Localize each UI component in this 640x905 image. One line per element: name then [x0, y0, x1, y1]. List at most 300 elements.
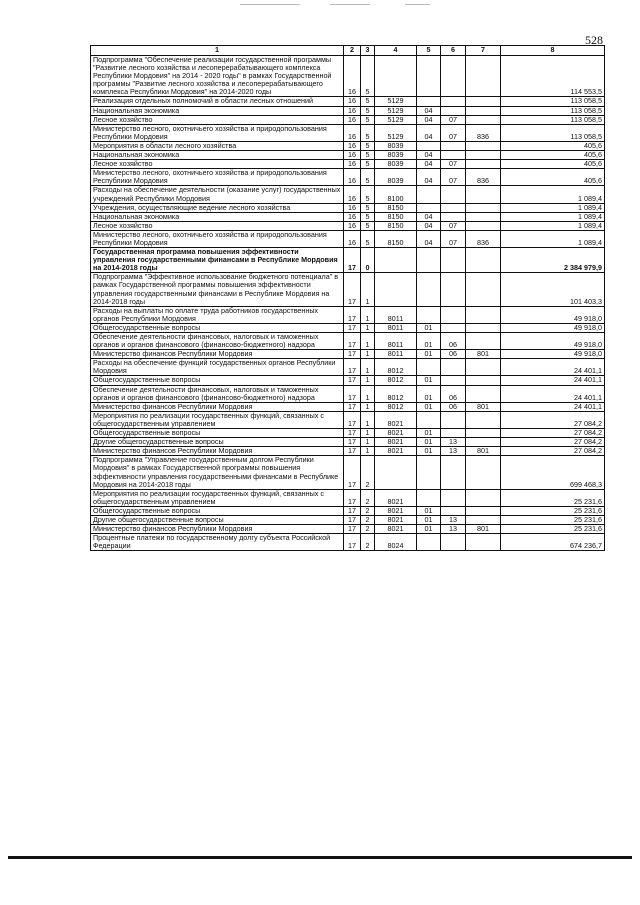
row-target-code: 8021	[375, 515, 417, 524]
row-section-code: 16	[344, 141, 361, 150]
row-subdivision-code	[441, 359, 466, 376]
row-subprogram-code: 1	[361, 376, 375, 385]
row-ministry-code	[466, 429, 501, 438]
row-target-code: 8012	[375, 359, 417, 376]
header-col-4: 4	[375, 46, 417, 56]
row-name: Другие общегосударственные вопросы	[91, 515, 344, 524]
table-row	[91, 359, 605, 376]
row-amount: 49 918,0	[501, 333, 605, 350]
row-amount: 24 401,1	[501, 359, 605, 376]
row-division-code: 04	[417, 151, 441, 160]
row-target-code: 5129	[375, 106, 417, 115]
row-target-code: 5129	[375, 124, 417, 141]
row-subprogram-code: 2	[361, 506, 375, 515]
row-amount: 114 553,5	[501, 56, 605, 97]
row-amount: 25 231,6	[501, 489, 605, 506]
row-name: Подпрограмма "Обеспечение реализации государственной программы "Развитие лесного хозяйства и лесоперерабатывающего комплекса Республики Мордовия" на 2014 - 2020 годы" в рамках Государственной программы "Развитие лесного хозяйства и лесоперерабатывающего комплекса Республики Мордовия" на 2014-2020 годы	[91, 56, 344, 97]
row-subdivision-code	[441, 273, 466, 306]
row-subprogram-code: 1	[361, 323, 375, 332]
row-name: Лесное хозяйство	[91, 115, 344, 124]
row-target-code: 8150	[375, 221, 417, 230]
row-division-code: 01	[417, 515, 441, 524]
row-subdivision-code	[441, 429, 466, 438]
table-row	[91, 429, 605, 438]
row-subdivision-code: 07	[441, 115, 466, 124]
row-section-code: 17	[344, 248, 361, 273]
row-amount: 27 084,2	[501, 447, 605, 456]
table-row	[91, 186, 605, 203]
row-subdivision-code: 07	[441, 230, 466, 247]
row-section-code: 16	[344, 56, 361, 97]
row-target-code: 8150	[375, 212, 417, 221]
row-name: Министерство лесного, охотничьего хозяйства и природопользования Республики Мордовия	[91, 230, 344, 247]
row-ministry-code: 836	[466, 230, 501, 247]
table-row	[91, 212, 605, 221]
row-subdivision-code	[441, 306, 466, 323]
row-subprogram-code: 1	[361, 273, 375, 306]
row-section-code: 17	[344, 333, 361, 350]
row-subdivision-code	[441, 212, 466, 221]
row-target-code: 8021	[375, 506, 417, 515]
row-ministry-code: 801	[466, 525, 501, 534]
row-amount: 1 089,4	[501, 221, 605, 230]
row-division-code: 01	[417, 350, 441, 359]
row-section-code: 16	[344, 106, 361, 115]
row-section-code: 17	[344, 525, 361, 534]
row-name: Министерство финансов Республики Мордовия	[91, 447, 344, 456]
row-amount: 101 403,3	[501, 273, 605, 306]
row-subprogram-code: 0	[361, 248, 375, 273]
row-division-code: 04	[417, 221, 441, 230]
row-target-code	[375, 56, 417, 97]
row-name: Министерство финансов Республики Мордовия	[91, 402, 344, 411]
table-row	[91, 141, 605, 150]
row-division-code	[417, 248, 441, 273]
row-name: Другие общегосударственные вопросы	[91, 438, 344, 447]
row-name: Министерство лесного, охотничьего хозяйства и природопользования Республики Мордовия	[91, 124, 344, 141]
row-amount: 405,6	[501, 169, 605, 186]
row-division-code	[417, 141, 441, 150]
row-name: Общегосударственные вопросы	[91, 506, 344, 515]
table-row	[91, 273, 605, 306]
table-row	[91, 376, 605, 385]
table-row	[91, 402, 605, 411]
table-row	[91, 438, 605, 447]
row-name: Общегосударственные вопросы	[91, 376, 344, 385]
row-ministry-code: 836	[466, 169, 501, 186]
row-subprogram-code: 1	[361, 447, 375, 456]
row-section-code: 16	[344, 115, 361, 124]
row-amount: 25 231,6	[501, 506, 605, 515]
row-section-code: 16	[344, 221, 361, 230]
row-subdivision-code	[441, 489, 466, 506]
row-subdivision-code: 13	[441, 525, 466, 534]
row-ministry-code	[466, 106, 501, 115]
row-subprogram-code: 1	[361, 429, 375, 438]
row-division-code	[417, 273, 441, 306]
row-division-code: 01	[417, 385, 441, 402]
row-division-code: 04	[417, 230, 441, 247]
row-section-code: 16	[344, 203, 361, 212]
row-name: Расходы на обеспечение функций государственных органов Республики Мордовия	[91, 359, 344, 376]
row-subprogram-code: 2	[361, 515, 375, 524]
table-row	[91, 456, 605, 489]
row-name: Национальная экономика	[91, 212, 344, 221]
row-section-code: 16	[344, 186, 361, 203]
row-ministry-code	[466, 273, 501, 306]
row-name: Лесное хозяйство	[91, 221, 344, 230]
budget-table	[90, 45, 605, 551]
row-name: Обеспечение деятельности финансовых, налоговых и таможенных органов и органов финансового (финансово-бюджетного) надзора	[91, 385, 344, 402]
row-subdivision-code: 06	[441, 333, 466, 350]
row-section-code: 17	[344, 447, 361, 456]
row-subprogram-code: 5	[361, 221, 375, 230]
row-ministry-code	[466, 438, 501, 447]
row-name: Расходы на обеспечение деятельности (оказание услуг) государственных учреждений Республики Мордовия	[91, 186, 344, 203]
row-section-code: 16	[344, 124, 361, 141]
row-section-code: 17	[344, 359, 361, 376]
row-subdivision-code: 06	[441, 402, 466, 411]
row-target-code: 8021	[375, 429, 417, 438]
row-target-code	[375, 248, 417, 273]
row-subdivision-code: 07	[441, 160, 466, 169]
table-row	[91, 306, 605, 323]
row-division-code: 01	[417, 402, 441, 411]
row-target-code: 8100	[375, 186, 417, 203]
row-ministry-code	[466, 534, 501, 551]
row-subprogram-code: 5	[361, 124, 375, 141]
row-division-code: 04	[417, 212, 441, 221]
row-subdivision-code	[441, 151, 466, 160]
row-ministry-code	[466, 212, 501, 221]
row-section-code: 16	[344, 97, 361, 106]
row-subprogram-code: 5	[361, 169, 375, 186]
row-ministry-code	[466, 411, 501, 428]
row-target-code: 8024	[375, 534, 417, 551]
row-subdivision-code	[441, 506, 466, 515]
row-division-code: 04	[417, 115, 441, 124]
row-target-code: 8012	[375, 402, 417, 411]
table-row	[91, 323, 605, 332]
row-subdivision-code	[441, 411, 466, 428]
row-subprogram-code: 5	[361, 203, 375, 212]
table-row	[91, 534, 605, 551]
row-subdivision-code	[441, 141, 466, 150]
row-division-code	[417, 306, 441, 323]
row-ministry-code	[466, 203, 501, 212]
row-ministry-code	[466, 248, 501, 273]
row-amount: 24 401,1	[501, 402, 605, 411]
row-ministry-code	[466, 489, 501, 506]
row-subdivision-code	[441, 376, 466, 385]
row-target-code: 8039	[375, 169, 417, 186]
row-amount: 2 384 979,9	[501, 248, 605, 273]
row-section-code: 16	[344, 212, 361, 221]
row-division-code: 04	[417, 124, 441, 141]
row-division-code: 01	[417, 447, 441, 456]
row-division-code	[417, 186, 441, 203]
row-target-code: 8021	[375, 438, 417, 447]
row-amount: 113 058,5	[501, 97, 605, 106]
row-name: Министерство финансов Республики Мордовия	[91, 525, 344, 534]
row-target-code: 8012	[375, 376, 417, 385]
row-ministry-code: 801	[466, 402, 501, 411]
row-amount: 699 468,3	[501, 456, 605, 489]
row-amount: 49 918,0	[501, 350, 605, 359]
row-subdivision-code: 13	[441, 438, 466, 447]
row-target-code: 8021	[375, 411, 417, 428]
row-subprogram-code: 2	[361, 456, 375, 489]
table-row	[91, 350, 605, 359]
row-ministry-code	[466, 385, 501, 402]
row-ministry-code	[466, 376, 501, 385]
row-ministry-code	[466, 56, 501, 97]
row-ministry-code	[466, 359, 501, 376]
row-subdivision-code	[441, 186, 466, 203]
row-target-code: 8021	[375, 447, 417, 456]
row-division-code: 04	[417, 160, 441, 169]
row-section-code: 16	[344, 160, 361, 169]
row-section-code: 17	[344, 376, 361, 385]
row-amount: 25 231,6	[501, 515, 605, 524]
row-division-code: 04	[417, 169, 441, 186]
row-amount: 1 089,4	[501, 230, 605, 247]
table-row	[91, 151, 605, 160]
header-col-1: 1	[91, 46, 344, 56]
row-name: Реализация отдельных полномочий в области лесных отношений	[91, 97, 344, 106]
row-amount: 113 058,5	[501, 124, 605, 141]
row-subdivision-code	[441, 97, 466, 106]
row-division-code	[417, 203, 441, 212]
row-section-code: 16	[344, 151, 361, 160]
header-col-7: 7	[466, 46, 501, 56]
row-name: Обеспечение деятельности финансовых, налоговых и таможенных органов и органов финансового (финансово-бюджетного) надзора	[91, 333, 344, 350]
row-section-code: 17	[344, 515, 361, 524]
row-ministry-code	[466, 115, 501, 124]
row-subprogram-code: 1	[361, 402, 375, 411]
row-subprogram-code: 1	[361, 359, 375, 376]
row-subprogram-code: 1	[361, 438, 375, 447]
table-row	[91, 230, 605, 247]
row-subprogram-code: 5	[361, 56, 375, 97]
row-name: Государственная программа повышения эффективности управления государственными финансами в Республике Мордовия на 2014-2018 годы	[91, 248, 344, 273]
row-subprogram-code: 5	[361, 230, 375, 247]
row-section-code: 17	[344, 438, 361, 447]
row-subdivision-code	[441, 456, 466, 489]
row-subprogram-code: 1	[361, 411, 375, 428]
row-name: Министерство лесного, охотничьего хозяйства и природопользования Республики Мордовия	[91, 169, 344, 186]
row-ministry-code	[466, 186, 501, 203]
row-section-code: 17	[344, 323, 361, 332]
header-col-2: 2	[344, 46, 361, 56]
row-name: Лесное хозяйство	[91, 160, 344, 169]
row-division-code	[417, 56, 441, 97]
row-amount: 24 401,1	[501, 385, 605, 402]
row-section-code: 17	[344, 489, 361, 506]
row-amount: 27 084,2	[501, 411, 605, 428]
row-target-code: 8012	[375, 385, 417, 402]
row-name: Мероприятия по реализации государственных функций, связанных с общегосударственным управлением	[91, 411, 344, 428]
row-name: Процентные платежи по государственному долгу субъекта Российской Федерации	[91, 534, 344, 551]
row-target-code: 5129	[375, 97, 417, 106]
row-subprogram-code: 5	[361, 151, 375, 160]
header-col-6: 6	[441, 46, 466, 56]
row-amount: 674 236,7	[501, 534, 605, 551]
row-amount: 27 084,2	[501, 429, 605, 438]
table-row	[91, 525, 605, 534]
table-row	[91, 169, 605, 186]
table-row	[91, 248, 605, 273]
row-target-code: 8039	[375, 151, 417, 160]
row-section-code: 17	[344, 273, 361, 306]
row-division-code: 01	[417, 429, 441, 438]
row-name: Общегосударственные вопросы	[91, 429, 344, 438]
row-target-code: 8021	[375, 525, 417, 534]
table-row	[91, 124, 605, 141]
table-row	[91, 515, 605, 524]
page-number: 528	[585, 33, 603, 47]
row-name: Национальная экономика	[91, 106, 344, 115]
row-target-code: 8039	[375, 141, 417, 150]
row-subdivision-code	[441, 534, 466, 551]
row-ministry-code	[466, 323, 501, 332]
row-subprogram-code: 1	[361, 350, 375, 359]
row-division-code	[417, 534, 441, 551]
row-amount: 49 918,0	[501, 323, 605, 332]
row-name: Подпрограмма "Управление государственным долгом Республики Мордовия" в рамках Государственной программы повышения эффективности управления государственными финансами в Республике Мордовия на 2014-2018 годы	[91, 456, 344, 489]
row-division-code	[417, 456, 441, 489]
row-division-code	[417, 411, 441, 428]
scan-artifact-line	[405, 4, 430, 5]
table-row	[91, 160, 605, 169]
row-name: Общегосударственные вопросы	[91, 323, 344, 332]
row-amount: 405,6	[501, 160, 605, 169]
row-subdivision-code: 13	[441, 515, 466, 524]
row-subprogram-code: 2	[361, 534, 375, 551]
row-target-code: 8039	[375, 160, 417, 169]
row-division-code: 01	[417, 333, 441, 350]
row-target-code	[375, 456, 417, 489]
row-ministry-code: 836	[466, 124, 501, 141]
row-amount: 113 058,5	[501, 115, 605, 124]
row-section-code: 17	[344, 306, 361, 323]
row-name: Мероприятия по реализации государственных функций, связанных с общегосударственным управлением	[91, 489, 344, 506]
table-row	[91, 221, 605, 230]
header-col-8: 8	[501, 46, 605, 56]
row-subprogram-code: 5	[361, 186, 375, 203]
row-target-code: 8150	[375, 203, 417, 212]
row-ministry-code	[466, 141, 501, 150]
row-section-code: 16	[344, 230, 361, 247]
row-section-code: 17	[344, 429, 361, 438]
row-division-code: 01	[417, 438, 441, 447]
row-target-code: 8150	[375, 230, 417, 247]
row-division-code: 01	[417, 376, 441, 385]
row-ministry-code: 801	[466, 447, 501, 456]
row-subprogram-code: 5	[361, 106, 375, 115]
row-division-code: 01	[417, 525, 441, 534]
row-amount: 49 918,0	[501, 306, 605, 323]
row-ministry-code	[466, 306, 501, 323]
row-subdivision-code	[441, 323, 466, 332]
row-name: Мероприятия в области лесного хозяйства	[91, 141, 344, 150]
row-subdivision-code	[441, 203, 466, 212]
table-body	[91, 56, 605, 551]
table-row	[91, 56, 605, 97]
row-division-code: 04	[417, 106, 441, 115]
header-col-3: 3	[361, 46, 375, 56]
row-ministry-code	[466, 506, 501, 515]
row-division-code: 01	[417, 506, 441, 515]
row-subdivision-code: 06	[441, 350, 466, 359]
row-division-code: 01	[417, 323, 441, 332]
row-target-code: 8011	[375, 323, 417, 332]
row-subprogram-code: 1	[361, 333, 375, 350]
row-section-code: 17	[344, 385, 361, 402]
row-division-code	[417, 359, 441, 376]
row-subdivision-code: 07	[441, 221, 466, 230]
row-section-code: 17	[344, 456, 361, 489]
row-amount: 113 058,5	[501, 106, 605, 115]
row-ministry-code	[466, 160, 501, 169]
table-row	[91, 106, 605, 115]
row-subprogram-code: 5	[361, 115, 375, 124]
row-section-code: 17	[344, 411, 361, 428]
row-division-code	[417, 97, 441, 106]
row-ministry-code: 801	[466, 350, 501, 359]
row-ministry-code	[466, 333, 501, 350]
table-row	[91, 489, 605, 506]
row-ministry-code	[466, 515, 501, 524]
row-division-code	[417, 489, 441, 506]
row-name: Подпрограмма "Эффективное использование бюджетного потенциала" в рамках Государственной программы повышения эффективности управления государственными финансами в Республике Мордовия на 2014-2018 годы	[91, 273, 344, 306]
row-subdivision-code: 07	[441, 124, 466, 141]
row-section-code: 17	[344, 402, 361, 411]
row-subprogram-code: 5	[361, 97, 375, 106]
row-target-code: 8011	[375, 350, 417, 359]
row-subdivision-code	[441, 56, 466, 97]
row-amount: 405,6	[501, 151, 605, 160]
row-amount: 1 089,4	[501, 212, 605, 221]
table-row	[91, 97, 605, 106]
row-subprogram-code: 5	[361, 141, 375, 150]
row-target-code	[375, 273, 417, 306]
row-section-code: 17	[344, 506, 361, 515]
row-name: Учреждения, осуществляющие ведение лесного хозяйства	[91, 203, 344, 212]
row-subdivision-code	[441, 106, 466, 115]
row-target-code: 8011	[375, 306, 417, 323]
row-amount: 25 231,6	[501, 525, 605, 534]
row-amount: 27 084,2	[501, 438, 605, 447]
row-subdivision-code: 13	[441, 447, 466, 456]
scan-artifact-line	[330, 4, 370, 5]
row-subprogram-code: 1	[361, 385, 375, 402]
table-header-row	[91, 46, 605, 56]
row-name: Министерство финансов Республики Мордовия	[91, 350, 344, 359]
table-row	[91, 115, 605, 124]
table-row	[91, 411, 605, 428]
row-ministry-code	[466, 97, 501, 106]
row-subprogram-code: 5	[361, 160, 375, 169]
row-subdivision-code: 07	[441, 169, 466, 186]
row-name: Национальная экономика	[91, 151, 344, 160]
row-name: Расходы на выплаты по оплате труда работников государственных органов Республики Мордовия	[91, 306, 344, 323]
row-subdivision-code: 06	[441, 385, 466, 402]
table-row	[91, 385, 605, 402]
row-target-code: 8011	[375, 333, 417, 350]
row-subprogram-code: 2	[361, 525, 375, 534]
row-subprogram-code: 1	[361, 306, 375, 323]
